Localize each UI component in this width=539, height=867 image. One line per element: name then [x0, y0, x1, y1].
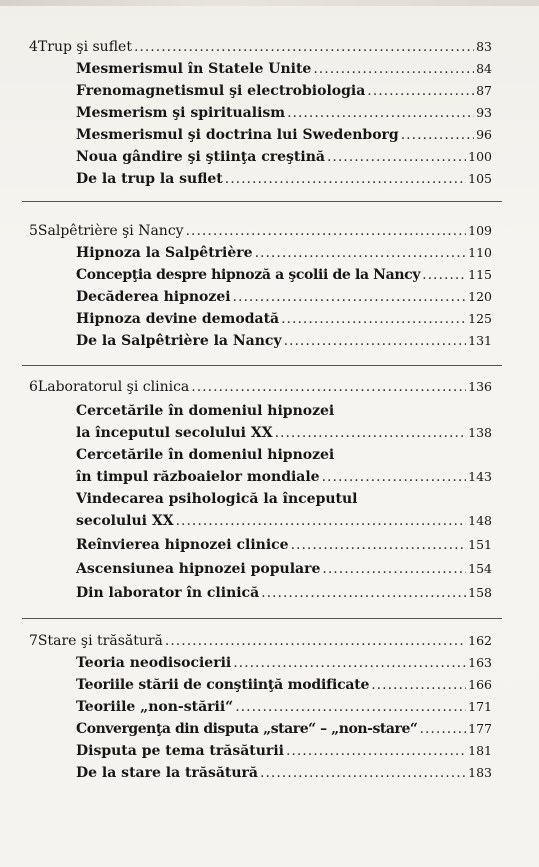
toc-entry[interactable] [76, 104, 492, 126]
leader-dots [260, 764, 466, 782]
entry-page: 120 [468, 289, 492, 304]
toc-entry[interactable] [76, 536, 492, 558]
toc-entry[interactable] [76, 676, 492, 698]
leader-dots [176, 512, 467, 530]
entry-title: Mesmerismul şi doctrina lui Swedenborg [76, 127, 399, 143]
chapter-number: 5 [29, 223, 38, 239]
toc-entry[interactable] [76, 288, 492, 310]
toc-chapter-7[interactable] [29, 632, 492, 654]
chapter-divider [22, 201, 502, 202]
leader-dots [291, 536, 467, 554]
entry-title: Reînvierea hipnozei clinice [76, 537, 289, 553]
leader-dots [134, 38, 474, 56]
entry-title: Noua gândire şi ştiinţa creştină [76, 149, 325, 165]
toc-entry[interactable] [76, 654, 492, 676]
chapter-title: Salpêtrière şi Nancy [37, 223, 184, 239]
chapter-page: 136 [468, 379, 492, 394]
leader-dots [287, 104, 474, 122]
toc-entry[interactable] [76, 468, 492, 490]
page-top-edge [0, 0, 539, 6]
entry-page: 105 [468, 171, 492, 186]
toc-entry[interactable] [76, 148, 492, 170]
entry-title-line1: Cercetările în domeniul hipnozei [76, 447, 335, 463]
leader-dots [322, 560, 466, 578]
chapter-number: 7 [29, 633, 38, 649]
entry-title: Concepţia despre hipnoză a şcolii de la Nancy [76, 267, 421, 283]
entry-page: 166 [468, 677, 492, 692]
toc-entry[interactable] [76, 310, 492, 332]
leader-dots [233, 654, 466, 672]
toc-entry[interactable] [76, 512, 492, 534]
entry-title: Hipnoza la Salpêtrière [76, 245, 253, 261]
leader-dots [255, 244, 467, 262]
entry-page: 100 [468, 149, 492, 164]
leader-dots [327, 148, 466, 166]
toc-entry[interactable] [76, 424, 492, 446]
leader-dots [422, 266, 466, 284]
leader-dots [420, 720, 467, 738]
entry-title: Teoriile „non-stării“ [76, 699, 234, 715]
toc-entry[interactable] [76, 266, 492, 288]
leader-dots [225, 170, 466, 188]
leader-dots [401, 126, 474, 144]
entry-title: Hipnoza devine demodată [76, 311, 280, 327]
leader-dots [233, 288, 467, 306]
entry-page: 151 [468, 537, 492, 552]
entry-page: 183 [468, 765, 492, 780]
leader-dots [371, 676, 466, 694]
entry-page: 125 [468, 311, 492, 326]
entry-page: 154 [468, 561, 492, 576]
chapter-divider [22, 618, 502, 619]
leader-dots [235, 698, 466, 716]
chapter-number: 6 [29, 379, 38, 395]
chapter-number: 4 [29, 39, 38, 55]
entry-title: Din laborator în clinică [76, 585, 260, 601]
entry-title: De la trup la suflet [76, 171, 223, 187]
entry-page: 131 [468, 333, 492, 348]
entry-page: 158 [468, 585, 492, 600]
entry-title: De la Salpêtrière la Nancy [76, 333, 282, 349]
leader-dots [165, 632, 466, 650]
toc-entry[interactable] [76, 332, 492, 354]
toc-entry[interactable] [76, 126, 492, 148]
entry-page: 96 [476, 127, 492, 142]
entry-title: Teoriile stării de conştiinţă modificate [76, 677, 370, 693]
chapter-page: 83 [476, 39, 492, 54]
entry-title: Convergenţa din disputa „stare“ – „non-stare“ [76, 721, 418, 737]
entry-page: 110 [468, 245, 492, 260]
chapter-page: 109 [468, 223, 492, 238]
entry-page: 93 [476, 105, 492, 120]
entry-title: Mesmerism şi spiritualism [76, 105, 286, 121]
entry-page: 115 [468, 267, 492, 282]
leader-dots [261, 584, 466, 602]
entry-page: 148 [468, 513, 492, 528]
entry-page: 84 [476, 61, 492, 76]
entry-page: 138 [468, 425, 492, 440]
entry-title-line1: Vindecarea psihologică la începutul [76, 491, 358, 507]
toc-entry[interactable] [76, 560, 492, 582]
entry-title: la începutul secolului XX [76, 425, 273, 441]
entry-title-line1: Cercetările în domeniul hipnozei [76, 403, 335, 419]
toc-entry[interactable] [76, 82, 492, 104]
entry-title: în timpul războaielor mondiale [76, 469, 320, 485]
chapter-title: Trup şi suflet [37, 39, 132, 55]
entry-title: secolului XX [76, 513, 174, 529]
leader-dots [286, 742, 466, 760]
toc-chapter-6[interactable] [29, 378, 492, 400]
entry-title: Ascensiunea hipnozei populare [76, 561, 321, 577]
leader-dots [313, 60, 474, 78]
toc-entry[interactable] [76, 720, 492, 742]
leader-dots [284, 332, 467, 350]
chapter-title: Laboratorul şi clinica [37, 379, 190, 395]
toc-entry[interactable] [76, 584, 492, 606]
entry-page: 87 [476, 83, 492, 98]
leader-dots [322, 468, 467, 486]
toc-entry[interactable] [76, 698, 492, 720]
toc-entry[interactable] [76, 742, 492, 764]
entry-page: 163 [468, 655, 492, 670]
leader-dots [186, 222, 467, 240]
toc-entry[interactable] [76, 170, 492, 192]
entry-title: De la stare la trăsătură [76, 765, 258, 781]
entry-title: Decăderea hipnozei [76, 289, 231, 305]
toc-entry[interactable] [76, 764, 492, 786]
chapter-title: Stare şi trăsătură [37, 633, 163, 649]
entry-page: 171 [468, 699, 492, 714]
toc-entry[interactable] [76, 244, 492, 266]
entry-page: 143 [468, 469, 492, 484]
entry-title: Mesmerismul în Statele Unite [76, 61, 312, 77]
entry-title: Disputa pe tema trăsăturii [76, 743, 284, 759]
leader-dots [367, 82, 474, 100]
entry-page: 181 [468, 743, 492, 758]
leader-dots [281, 310, 466, 328]
leader-dots [191, 378, 466, 396]
chapter-page: 162 [468, 633, 492, 648]
chapter-divider [22, 365, 502, 366]
entry-page: 177 [468, 721, 492, 736]
entry-title: Teoria neodisocierii [76, 655, 232, 671]
leader-dots [275, 424, 467, 442]
toc-entry[interactable] [76, 60, 492, 82]
toc-chapter-5[interactable] [29, 222, 492, 244]
entry-title: Frenomagnetismul şi electrobiologia [76, 83, 366, 99]
toc-chapter-4[interactable] [29, 38, 492, 60]
